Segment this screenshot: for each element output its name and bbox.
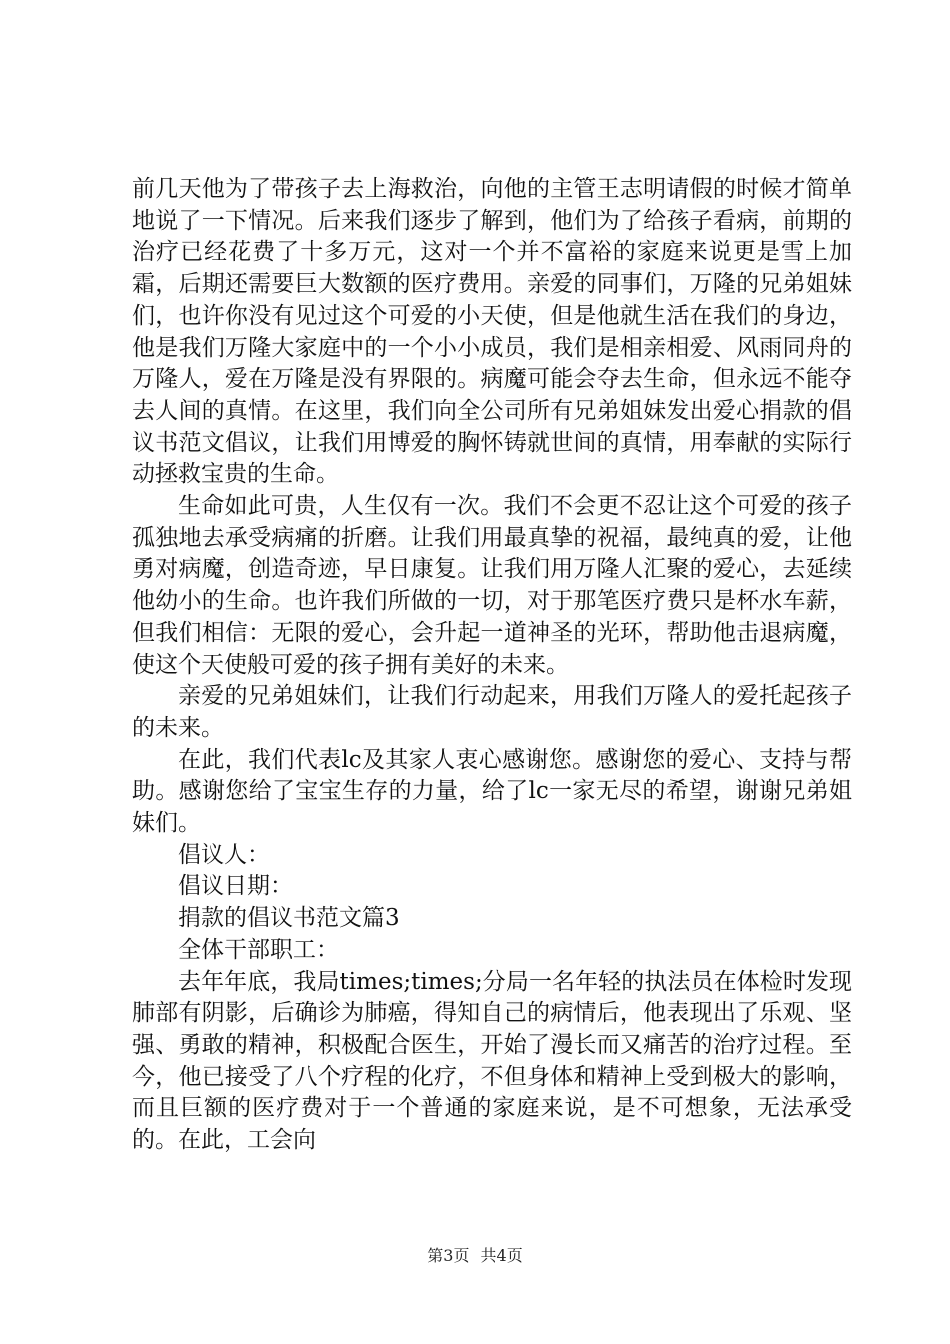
salutation: 全体干部职工： [178, 936, 339, 963]
page-number: 第3页 [427, 1246, 470, 1265]
paragraph-4: 在此，我们代表lc及其家人衷心感谢您。感谢您的爱心、支持与帮助。感谢您给了宝宝生存的力量，给了lc一家无尽的希望，谢谢兄弟姐妹们。 [132, 746, 852, 837]
paragraph-3: 亲爱的兄弟姐妹们，让我们行动起来，用我们万隆人的爱托起孩子的未来。 [132, 683, 852, 741]
paragraph-5: 去年年底，我局times;times;分局一名年轻的执法员在体检时发现肺部有阴影，后确诊为肺癌，得知自己的病情后，他表现出了乐观、坚强、勇敢的精神，积极配合医生，开始了漫长而又痛苦的治疗过程。至今，他已接受了八个疗程的化疗，不但身体和精神上受到极大的影响，而且巨额的医疗费对于一个普通的家庭来说，是不可想象，无法承受的。在此，工会向 [132, 968, 852, 1154]
page-footer [0, 1243, 950, 1266]
document-body [132, 174, 852, 1157]
page-total: 共4页 [480, 1246, 523, 1265]
section-heading: 捐款的倡议书范文篇3 [178, 905, 400, 932]
paragraph-1: 前几天他为了带孩子去上海救治，向他的主管王志明请假的时候才简单地说了一下情况。后来我们逐步了解到，他们为了给孩子看病，前期的治疗已经花费了十多万元，这对一个并不富裕的家庭来说更是雪上加霜，后期还需要巨大数额的医疗费用。亲爱的同事们，万隆的兄弟姐妹们，也许你没有见过这个可爱的小天使，但是他就生活在我们的身边，他是我们万隆大家庭中的一个小小成员，我们是相亲相爱、风雨同舟的万隆人，爱在万隆是没有界限的。病魔可能会夺去生命，但永远不能夺去人间的真情。在这里，我们向全公司所有兄弟姐妹发出爱心捐款的倡议书范文倡议，让我们用博爱的胸怀铸就世间的真情，用奉献的实际行动拯救宝贵的生命。 [132, 176, 852, 488]
date-line: 倡议日期： [178, 873, 293, 900]
paragraph-2: 生命如此可贵，人生仅有一次。我们不会更不忍让这个可爱的孩子孤独地去承受病痛的折磨。让我们用最真挚的祝福，最纯真的爱，让他勇对病魔，创造奇迹，早日康复。让我们用万隆人汇聚的爱心，去延续他幼小的生命。也许我们所做的一切，对于那笔医疗费只是杯水车薪，但我们相信：无限的爱心，会升起一道神圣的光环，帮助他击退病魔，使这个天使般可爱的孩子拥有美好的未来。 [132, 493, 852, 678]
initiator-line: 倡议人： [178, 841, 270, 868]
